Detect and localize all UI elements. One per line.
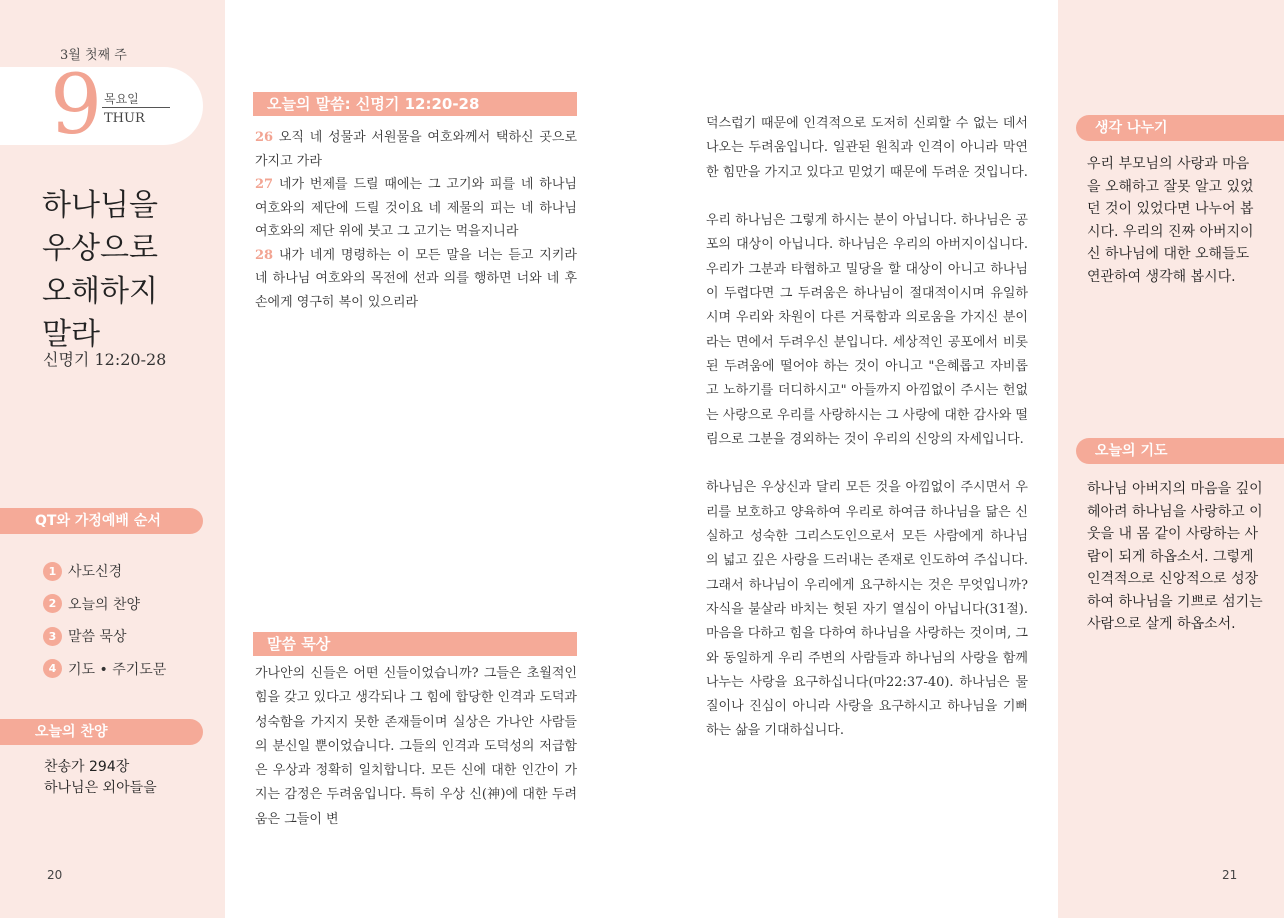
meditation-paragraph: 덕스럽기 때문에 인격적으로 도저히 신뢰할 수 없는 데서 나오는 두려움입니다. 일관된 원칙과 인격이 아니라 막연한 힘만을 가지고 있다고 믿었기 때문에 두려운 것입니다. — [706, 116, 1028, 180]
order-item — [43, 555, 166, 588]
verse-number: 28 — [255, 247, 274, 263]
weekday-english: THUR — [104, 111, 145, 126]
verse-number: 27 — [255, 177, 274, 192]
order-item-label: 사도신경 — [68, 564, 123, 581]
verse-text: 내가 네게 명령하는 이 모든 말을 너는 듣고 지키라 네 하나님 여호와의 목전에 선과 의를 행하면 너와 네 후손에게 영구히 복이 있으리라 — [255, 247, 577, 310]
page-title — [42, 184, 212, 356]
order-item — [43, 620, 166, 653]
weekday-divider — [102, 107, 170, 108]
order-list — [43, 555, 166, 685]
week-label: 3월 첫째 주 — [60, 48, 127, 63]
title-reference: 신명기 12:20-28 — [43, 350, 167, 369]
order-header: QT와 가정예배 순서 — [0, 508, 203, 534]
verse — [255, 244, 577, 315]
prayer-header: 오늘의 기도 — [1076, 438, 1284, 464]
title-line: 오해하지 — [42, 274, 158, 309]
day-number: 9 — [50, 58, 103, 153]
order-number-badge: 2 — [43, 594, 62, 613]
meditation-text-left — [255, 662, 577, 832]
hymn-info — [44, 757, 157, 799]
scripture-text — [255, 126, 577, 314]
meditation-paragraph: 우리 하나님은 그렇게 하시는 분이 아닙니다. 하나님은 공포의 대상이 아닙니다. 하나님은 우리의 아버지이십니다. 우리가 그분과 타협하고 밀당을 할 대상이 아니고 하나님이 두렵다면 그 두려움은 하나님이 절대적이시며 유일하시며 우리와 차원이 다른 거룩함과 의로움을 가지신 분이라는 면에서 두려우신 분입니다. 세상적인 공포에서 비롯된 두려움에 떨어야 하는 것이 아니고 "은혜롭고 자비롭고 노하기를 더디하시고" 아들까지 아낌없이 주시는 헌없는 사랑으로 우리를 사랑하시는 그 사랑에 대한 감사와 떨림으로 그분을 경외하는 것이 우리의 신앙의 자세입니다. — [706, 213, 1028, 447]
verse — [255, 173, 577, 244]
verse-text: 오직 네 성물과 서원물을 여호와께서 택하신 곳으로 가지고 가라 — [255, 130, 577, 169]
scripture-header: 오늘의 말씀: 신명기 12:20-28 — [253, 92, 577, 116]
left-side-panel — [0, 0, 225, 918]
hymn-name: 하나님은 외아들을 — [44, 780, 157, 796]
hymn-header: 오늘의 찬양 — [0, 719, 203, 745]
meditation-text-right — [706, 112, 1028, 744]
hymn-number: 찬송가 294장 — [44, 759, 130, 775]
meditation-paragraph: 하나님은 우상신과 달리 모든 것을 아낌없이 주시면서 우리를 보호하고 양육하여 우리로 하여금 하나님을 닮은 신실하고 성숙한 그리스도인으로서 모든 사람에게 하나님의 넓고 깊은 사랑을 드러내는 존재로 인도하여 주십니다. 그래서 하나님이 우리에게 요구하시는 것은 무엇입니까? 자식을 불살라 바치는 헛된 자기 열심이 아닙니다(31절). 마음을 다하고 힘을 다하여 하나님을 사랑하는 것이며, 그와 동일하게 우리 주변의 사람들과 하나님의 사랑을 함께 나누는 사랑을 요구하십니다(마22:37-40). 하나님은 물질이나 진심이 아니라 사랑을 요구하시고 하나님을 기뻐하는 삶을 기대하십니다. — [706, 480, 1028, 739]
verse-number: 26 — [255, 130, 274, 145]
page-number-right: 21 — [1222, 868, 1238, 882]
prayer-text: 하나님 아버지의 마음을 깊이 헤아려 하나님을 사랑하고 이웃을 내 몸 같이 사랑하는 사람이 되게 하옵소서. 그렇게 인격적으로 신앙적으로 성장하여 하나님을 기쁘로 섬기는 사람으로 살게 하옵소서. — [1087, 481, 1263, 632]
share-header: 생각 나누기 — [1076, 115, 1284, 141]
order-item-label: 기도 • 주기도문 — [68, 661, 167, 678]
share-text: 우리 부모님의 사랑과 마음을 오해하고 잘못 알고 있었던 것이 있었다면 나누어 봅시다. 우리의 진짜 아버지이신 하나님에 대한 오해들도 연관하여 생각해 봅시다. — [1087, 156, 1254, 285]
verse — [255, 126, 577, 173]
order-number-badge: 1 — [43, 562, 62, 581]
order-item-label: 오늘의 찬양 — [68, 596, 141, 613]
meditation-header: 말씀 묵상 — [253, 632, 577, 656]
title-line: 하나님을 — [42, 188, 158, 223]
title-line: 우상으로 — [42, 231, 158, 266]
page-number-left: 20 — [47, 868, 63, 882]
meditation-paragraph: 가나안의 신들은 어떤 신들이었습니까? 그들은 초월적인 힘을 갖고 있다고 생각되나 그 힘에 합당한 인격과 도덕과 성숙함을 가지지 못한 존재들이며 실상은 가나안 사람들의 분신일 뿐이었습니다. 그들의 인격과 도덕성의 저급함은 우상과 정확히 일치합니다. 모든 신에 대한 인간이 가지는 감정은 두려움입니다. 특히 우상 신(神)에 대한 두려움은 그들이 변 — [255, 666, 577, 827]
order-item — [43, 653, 166, 686]
weekday-korean: 목요일 — [104, 92, 139, 106]
order-item-label: 말씀 묵상 — [68, 629, 127, 646]
title-line: 말라 — [42, 317, 100, 352]
order-number-badge: 3 — [43, 627, 62, 646]
order-number-badge: 4 — [43, 659, 62, 678]
verse-text: 네가 번제를 드릴 때에는 그 고기와 피를 네 하나님 여호와의 제단에 드릴 것이요 네 제물의 피는 네 하나님 여호와의 제단 위에 붓고 그 고기는 먹을지니라 — [255, 177, 577, 239]
order-item — [43, 588, 166, 621]
